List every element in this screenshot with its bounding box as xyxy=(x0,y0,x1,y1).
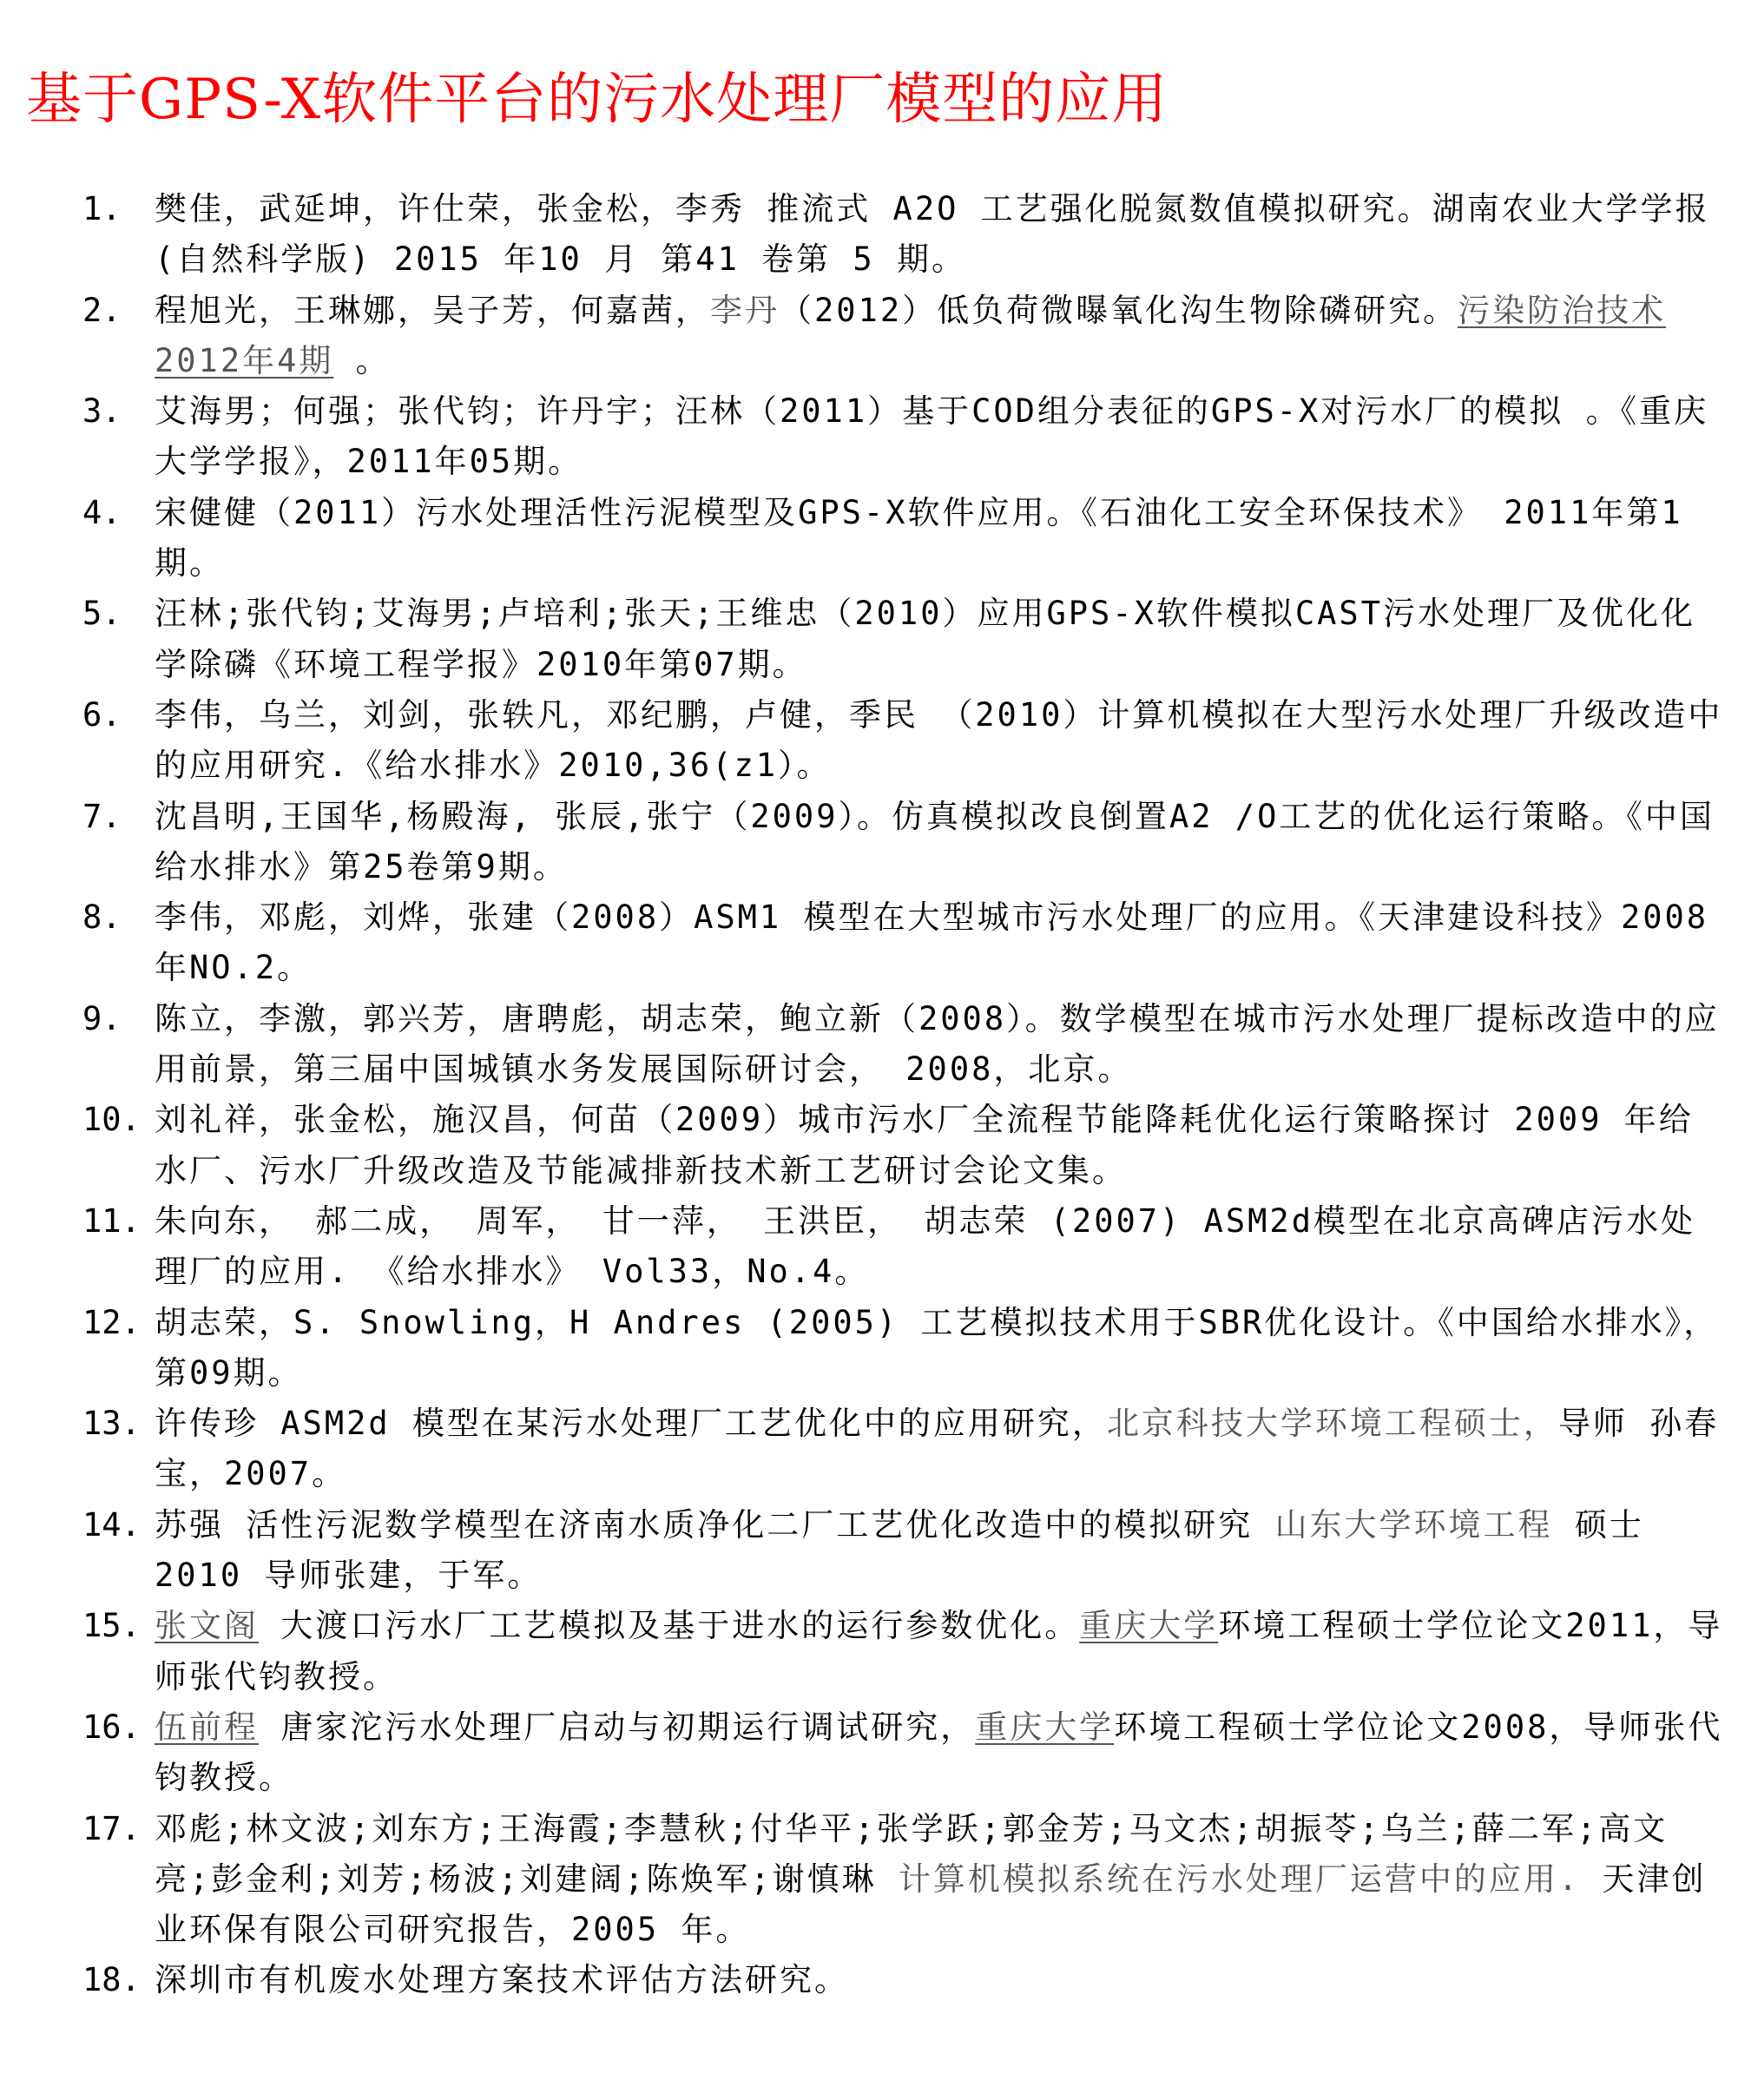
reference-text-segment: 刘礼祥，张金松，施汉昌，何苗（2009）城市污水厂全流程节能降耗优化运行策略探讨 2009 年给水厂、污水厂升级改造及节能减排新技术新工艺研讨会论文集。 xyxy=(155,1101,1694,1189)
reference-item xyxy=(82,286,1723,387)
reference-source-text: 李丹 xyxy=(710,291,780,329)
reference-item xyxy=(82,1095,1723,1196)
reference-item xyxy=(82,690,1723,792)
reference-item xyxy=(82,184,1723,286)
reference-item xyxy=(82,386,1723,488)
reference-text-segment: 程旭光，王琳娜，吴子芳，何嘉茜， xyxy=(155,291,710,329)
reference-text-segment: 天津创业环保有限公司研究报告，2005 年。 xyxy=(155,1860,1707,1949)
reference-text-segment: 唐家沱污水处理厂启动与初期运行调试研究， xyxy=(259,1708,976,1746)
reference-number: 18. xyxy=(82,1961,141,1999)
reference-item xyxy=(82,892,1723,994)
reference-text xyxy=(155,1399,1723,1500)
reference-text xyxy=(155,892,1723,994)
reference-text-segment: 大渡口污水厂工艺模拟及基于进水的运行参数优化。 xyxy=(259,1607,1080,1645)
reference-number: 1. xyxy=(82,190,122,227)
reference-text-segment: 深圳市有机废水处理方案技术评估方法研究。 xyxy=(155,1961,849,1999)
reference-text-segment: 胡志荣，S. Snowling，H Andres (2005) 工艺模拟技术用于SBR优化设计。《中国给水排水》，第09期。 xyxy=(155,1303,1719,1392)
reference-text xyxy=(155,589,1723,690)
reference-text-segment: 沈昌明,王国华,杨殿海, 张辰,张宁（2009）。仿真模拟改良倒置A2 /O工艺的优化运行策略。《中国给水排水》第25卷第9期。 xyxy=(155,797,1715,885)
reference-text xyxy=(155,1702,1723,1804)
reference-text xyxy=(155,1804,1723,1956)
reference-item xyxy=(82,488,1723,589)
reference-text xyxy=(155,1955,1723,2005)
reference-item xyxy=(82,1399,1723,1500)
reference-item xyxy=(82,792,1723,893)
reference-text-segment: 许传珍 ASM2d 模型在某污水处理厂工艺优化中的应用研究， xyxy=(155,1405,1107,1443)
reference-number: 2. xyxy=(82,291,122,329)
reference-item xyxy=(82,1804,1723,1956)
reference-text-segment: 陈立，李激，郭兴芳，唐聘彪，胡志荣，鲍立新（2008）。数学模型在城市污水处理厂提标改造中的应用前景，第三届中国城镇水务发展国际研讨会， 2008，北京。 xyxy=(155,999,1720,1089)
reference-number: 10. xyxy=(82,1101,141,1139)
reference-text-segment: 硕士2010 导师张建，于军。 xyxy=(155,1505,1644,1595)
reference-text xyxy=(155,488,1723,589)
reference-text-segment: 樊佳，武延坤，许仕荣，张金松，李秀 推流式 A2O 工艺强化脱氮数值模拟研究。湖南农业大学学报(自然科学版) 2015 年10 月 第41 卷第 5 期。 xyxy=(155,190,1710,279)
reference-text-segment: 李伟，乌兰，刘剑，张轶凡，邓纪鹏，卢健，季民 （2010）计算机模拟在大型污水处理厂升级改造中的应用研究.《给水排水》2010,36(z1）。 xyxy=(155,695,1723,785)
reference-text-segment: 李伟，邓彪，刘烨，张建（2008）ASM1 模型在大型城市污水处理厂的应用。《天津建设科技》2008年NO.2。 xyxy=(155,899,1709,987)
reference-text xyxy=(155,792,1723,893)
reference-text xyxy=(155,1196,1723,1298)
page-title: 基于GPS-X软件平台的污水处理厂模型的应用 xyxy=(26,68,1169,132)
reference-number: 7. xyxy=(82,797,122,835)
reference-list xyxy=(82,184,1723,2006)
reference-link-text: 污染防治技术 xyxy=(1458,291,1667,329)
reference-text-segment: 苏强 活性污泥数学模型在济南水质净化二厂工艺优化改造中的模拟研究 xyxy=(155,1505,1275,1544)
reference-text-segment: 宋健健（2011）污水处理活性污泥模型及GPS-X软件应用。《石油化工安全环保技术》 2011年第1期。 xyxy=(155,493,1683,583)
reference-number: 5. xyxy=(82,595,122,633)
reference-text xyxy=(155,994,1723,1096)
reference-text-segment: （2012）低负荷微曝氧化沟生物除磷研究。 xyxy=(780,291,1458,329)
reference-number: 6. xyxy=(82,695,122,734)
reference-number: 12. xyxy=(82,1303,141,1341)
reference-text-segment: 汪林;张代钧;艾海男;卢培利;张天;王维忠（2010）应用GPS-X软件模拟CAST污水处理厂及优化化学除磷《环境工程学报》2010年第07期。 xyxy=(155,595,1695,683)
reference-item xyxy=(82,994,1723,1096)
reference-text xyxy=(155,184,1723,286)
reference-text xyxy=(155,1095,1723,1196)
reference-number: 4. xyxy=(82,493,122,531)
reference-link-text: 重庆大学 xyxy=(1079,1607,1219,1645)
reference-number: 3. xyxy=(82,392,122,431)
reference-text-segment: 环境工程硕士学位论文2008，导师张代钧教授。 xyxy=(155,1708,1723,1797)
reference-number: 17. xyxy=(82,1809,141,1847)
reference-number: 13. xyxy=(82,1405,141,1443)
reference-source-text: 北京科技大学环境工程硕士， xyxy=(1106,1405,1558,1443)
reference-item xyxy=(82,1955,1723,2005)
reference-number: 14. xyxy=(82,1505,141,1544)
reference-number: 11. xyxy=(82,1201,141,1240)
reference-item xyxy=(82,1601,1723,1702)
reference-number: 9. xyxy=(82,999,122,1037)
reference-item xyxy=(82,589,1723,690)
reference-text xyxy=(155,690,1723,792)
reference-text-segment: 。 xyxy=(333,341,391,379)
reference-link-text: 重庆大学 xyxy=(975,1708,1115,1746)
reference-source-text: 计算机模拟系统在污水处理厂运营中的应用. xyxy=(898,1860,1581,1898)
reference-item xyxy=(82,1702,1723,1804)
reference-number: 15. xyxy=(82,1607,141,1645)
reference-text-segment: 朱向东， 郝二成， 周军， 甘一萍， 王洪臣， 胡志荣 (2007) ASM2d模型在北京高碑店污水处理厂的应用. 《给水排水》 Vol33，No.4。 xyxy=(155,1201,1695,1291)
reference-text-segment: 环境工程硕士学位论文2011，导师张代钧教授。 xyxy=(155,1607,1723,1695)
reference-link-text: 2012年4期 xyxy=(155,341,334,379)
reference-number: 16. xyxy=(82,1708,141,1746)
reference-text xyxy=(155,1298,1723,1399)
reference-text-segment: 导师 孙春宝，2007。 xyxy=(155,1405,1720,1493)
reference-item xyxy=(82,1196,1723,1298)
reference-source-text: 山东大学环境工程 xyxy=(1274,1505,1553,1544)
reference-link-text: 伍前程 xyxy=(155,1708,259,1746)
reference-link-text: 张文阁 xyxy=(155,1607,259,1645)
reference-text-segment: 艾海男；何强；张代钧；许丹宇；汪林（2011）基于COD组分表征的GPS-X对污水厂的模拟 。《重庆大学学报》，2011年05期。 xyxy=(155,392,1709,481)
reference-number: 8. xyxy=(82,899,122,937)
reference-item xyxy=(82,1500,1723,1602)
reference-text xyxy=(155,386,1723,488)
reference-text-segment: 邓彪;林文波;刘东方;王海霞;李慧秋;付华平;张学跃;郭金芳;马文杰;胡振苓;乌兰;薛二军;高文亮;彭金利;刘芳;杨波;刘建阔;陈焕军;谢慎琳 xyxy=(155,1809,1669,1898)
reference-text-segment xyxy=(1666,292,1688,329)
reference-text xyxy=(155,286,1723,387)
reference-text xyxy=(155,1601,1723,1702)
reference-item xyxy=(82,1298,1723,1399)
reference-text xyxy=(155,1500,1723,1602)
